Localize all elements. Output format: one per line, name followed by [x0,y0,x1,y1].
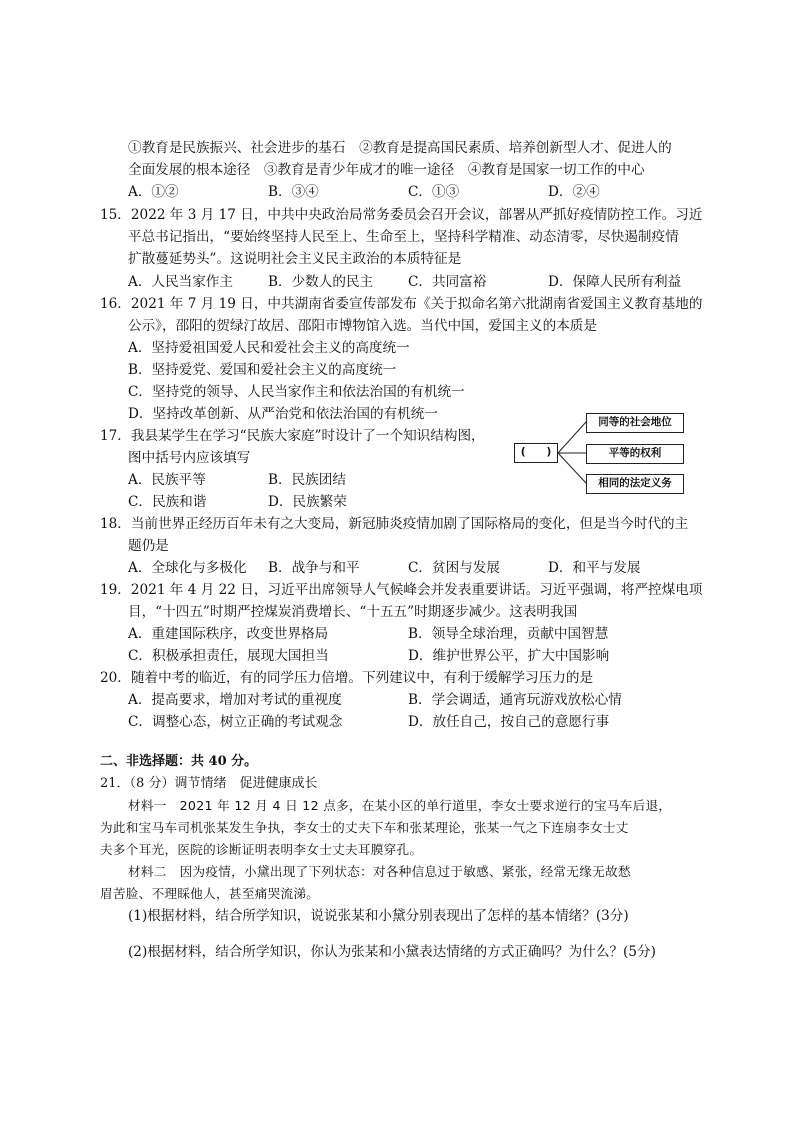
q21-material-2-line-1: 材料二 因为疫情，小黛出现了下列状态：对各种信息过于敏感、紧张，经常无缘无故愁 [128,864,631,879]
q15-stem-line-2: 平总书记指出，“要始终坚持人民至上、生命至上，坚持科学精准、动态清零，尽快遏制疫情 [128,229,679,245]
q20-option-c: C．调整心态，树立正确的考试观念 [128,714,343,730]
q21-subquestion-1: (1)根据材料，结合所学知识，说说张某和小黛分别表现出了怎样的基本情绪？(3分) [128,908,629,924]
q18-option-a: A．全球化与多极化 [128,560,247,576]
q19-option-c: C．积极承担责任，展现大国担当 [128,648,329,664]
q19-option-d: D．维护世界公平，扩大中国影响 [408,648,610,664]
q21-material-1-line-2: 为此和宝马车司机张某发生争执，李女士的丈夫下车和张某理论，张某一气之下连扇李女士丈 [100,820,629,835]
q18-stem-line-1: 18．当前世界正经历百年未有之大变局，新冠肺炎疫情加剧了国际格局的变化，但是当今时代的主 [100,516,689,532]
q14-option-b: B．③④ [268,184,319,200]
q16-stem-line-2: 公示》，邵阳的贺绿汀故居、邵阳市博物馆入选。当代中国，爱国主义的本质是 [128,318,597,334]
q21-title: 21．（8 分）调节情绪 促进健康成长 [100,776,318,791]
q15-option-b: B．少数人的民主 [268,274,374,290]
q18-option-d: D．和平与发展 [548,560,641,576]
q20-option-b: B．学会调适，通宵玩游戏放松心情 [408,692,622,708]
q16-option-c: C．坚持党的领导、人民当家作主和依法治国的有机统一 [128,384,465,400]
q18-stem-line-2: 题仍是 [128,538,169,554]
section-2-heading: 二、非选择题：共 40 分。 [100,754,258,769]
q19-stem-line-2: 目，“十四五”时期严控煤炭消费增长、“十五五”时期逐步减少。这表明我国 [128,604,578,620]
q21-subquestion-2: (2)根据材料，结合所学知识，你认为张某和小黛表达情绪的方式正确吗？为什么？(5分) [128,944,656,960]
q17-option-c: C．民族和谐 [128,494,207,510]
q21-material-2-line-2: 眉苦脸、不理睬他人，甚至痛哭流涕。 [100,886,320,901]
q17-stem-line-1: 17．我县某学生在学习“民族大家庭”时设计了一个知识结构图， [100,428,485,444]
q16-option-d: D．坚持改革创新、从严治党和依法治国的有机统一 [128,406,438,422]
q19-stem-line-1: 19．2021 年 4 月 22 日，习近平出席领导人气候峰会并发表重要讲话。习近平强调，将严控煤电项 [100,582,703,598]
q17-knowledge-diagram [514,410,694,496]
connector-bottom [558,453,586,483]
q15-stem-line-3: 扩散蔓延势头”。这说明社会主义民主政治的本质特征是 [128,251,462,267]
q20-option-d: D．放任自己，按自己的意愿行事 [408,714,610,730]
q21-material-1-line-3: 夫多个耳光，医院的诊断证明表明李女士丈夫耳膜穿孔。 [100,842,423,857]
q15-option-a: A．人民当家作主 [128,274,233,290]
q14-statement-line-2: 全面发展的根本途径 ③教育是青少年成才的唯一途径 ④教育是国家一切工作的中心 [128,162,645,178]
q18-option-c: C．贫困与发展 [408,560,500,576]
q21-material-1-line-1: 材料一 2021 年 12 月 4 日 12 点多，在某小区的单行道里，李女士要求逆行的宝马车后退， [128,798,672,813]
q16-option-a: A．坚持爱祖国爱人民和爱社会主义的高度统一 [128,340,410,356]
q17-option-a: A．民族平等 [128,472,206,488]
q17-diagram-branch-2: 平等的权利 [586,444,684,464]
q14-option-c: C．①③ [408,184,460,200]
q20-stem-line-1: 20．随着中考的临近，有的同学压力倍增。下列建议中，有利于缓解学习压力的是 [100,670,594,686]
q17-diagram-branch-3: 相同的法定义务 [586,474,684,494]
q15-stem-line-1: 15．2022 年 3 月 17 日，中共中央政治局常务委员会召开会议，部署从严抓好疫情防控工作。习近 [100,207,703,223]
q17-diagram-root-box: ( ) [514,443,558,463]
q14-option-a: A．①② [128,184,179,200]
q14-statement-line-1: ①教育是民族振兴、社会进步的基石 ②教育是提高国民素质、培养创新型人才、促进人的 [128,140,672,156]
q19-option-b: B．领导全球治理，贡献中国智慧 [408,626,609,642]
q17-option-b: B．民族团结 [268,472,346,488]
connector-top [558,422,586,453]
q18-option-b: B．战争与和平 [268,560,360,576]
q15-option-c: C．共同富裕 [408,274,487,290]
q17-diagram-branch-1: 同等的社会地位 [586,413,684,433]
q17-option-d: D．民族繁荣 [268,494,347,510]
q17-stem-line-2: 图中括号内应该填写 [128,450,251,466]
q20-option-a: A．提高要求，增加对考试的重视度 [128,692,342,708]
q15-option-d: D．保障人民所有利益 [548,274,682,290]
q14-option-d: D．②④ [548,184,600,200]
q19-option-a: A．重建国际秩序，改变世界格局 [128,626,329,642]
q16-option-b: B．坚持爱党、爱国和爱社会主义的高度统一 [128,362,397,378]
q16-stem-line-1: 16．2021 年 7 月 19 日，中共湖南省委宣传部发布《关于拟命名第六批湖南省爱国主义教育基地的 [100,296,703,312]
